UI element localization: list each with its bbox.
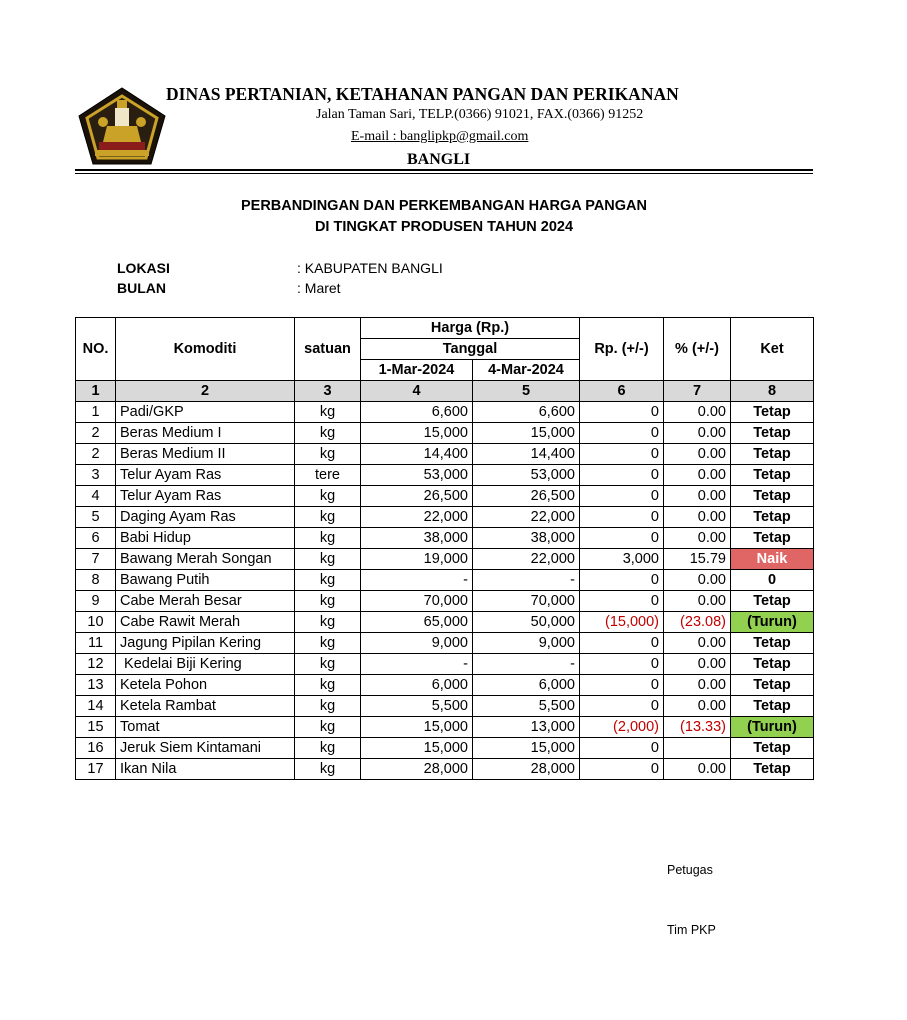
row-komoditi: Padi/GKP <box>116 402 295 423</box>
table-row <box>76 402 814 423</box>
bulan-label: BULAN <box>117 280 166 296</box>
row-ket: Tetap <box>731 465 814 486</box>
row-pct-change <box>664 738 731 759</box>
row-price-2: 9,000 <box>473 633 580 654</box>
row-satuan: kg <box>295 675 361 696</box>
row-no: 4 <box>76 486 116 507</box>
row-komoditi: Cabe Merah Besar <box>116 591 295 612</box>
row-price-1: 53,000 <box>361 465 473 486</box>
header-no: NO. <box>76 318 116 381</box>
row-pct-change: 0.00 <box>664 444 731 465</box>
organization-city: BANGLI <box>407 151 471 168</box>
col-number: 8 <box>731 381 814 402</box>
row-satuan: kg <box>295 486 361 507</box>
row-price-1: 38,000 <box>361 528 473 549</box>
row-komoditi: Telur Ayam Ras <box>116 486 295 507</box>
row-pct-change: (13.33) <box>664 717 731 738</box>
table-row <box>76 591 814 612</box>
row-price-2: - <box>473 570 580 591</box>
row-price-1: - <box>361 654 473 675</box>
col-number: 6 <box>580 381 664 402</box>
header-ket: Ket <box>731 318 814 381</box>
row-price-1: 6,600 <box>361 402 473 423</box>
row-no: 2 <box>76 423 116 444</box>
table-row <box>76 696 814 717</box>
report-title-line2: DI TINGKAT PRODUSEN TAHUN 2024 <box>314 219 574 235</box>
row-ket: 0 <box>731 570 814 591</box>
row-satuan: tere <box>295 465 361 486</box>
col-number: 3 <box>295 381 361 402</box>
row-no: 6 <box>76 528 116 549</box>
row-pct-change: 15.79 <box>664 549 731 570</box>
row-price-1: 15,000 <box>361 738 473 759</box>
row-komoditi: Jeruk Siem Kintamani <box>116 738 295 759</box>
row-no: 7 <box>76 549 116 570</box>
row-price-1: 70,000 <box>361 591 473 612</box>
row-no: 10 <box>76 612 116 633</box>
row-ket: (Turun) <box>731 612 814 633</box>
row-no: 13 <box>76 675 116 696</box>
letterhead-rule-thick <box>75 169 813 171</box>
row-ket: Tetap <box>731 675 814 696</box>
price-table <box>75 317 814 780</box>
row-pct-change: 0.00 <box>664 423 731 444</box>
row-price-1: - <box>361 570 473 591</box>
row-no: 2 <box>76 444 116 465</box>
row-price-2: 22,000 <box>473 507 580 528</box>
table-row <box>76 423 814 444</box>
row-ket: Tetap <box>731 591 814 612</box>
row-pct-change: 0.00 <box>664 402 731 423</box>
row-satuan: kg <box>295 507 361 528</box>
row-ket: Tetap <box>731 633 814 654</box>
bangli-regency-emblem-icon <box>77 86 167 166</box>
row-ket: Tetap <box>731 696 814 717</box>
row-no: 12 <box>76 654 116 675</box>
lokasi-label: LOKASI <box>117 260 170 276</box>
table-row <box>76 738 814 759</box>
row-rp-change: 3,000 <box>580 549 664 570</box>
row-ket: Tetap <box>731 528 814 549</box>
row-rp-change: 0 <box>580 402 664 423</box>
row-price-2: 15,000 <box>473 423 580 444</box>
row-price-1: 15,000 <box>361 423 473 444</box>
col-number: 2 <box>116 381 295 402</box>
row-no: 3 <box>76 465 116 486</box>
row-price-1: 65,000 <box>361 612 473 633</box>
table-row <box>76 444 814 465</box>
row-rp-change: (2,000) <box>580 717 664 738</box>
row-no: 1 <box>76 402 116 423</box>
row-rp-change: 0 <box>580 696 664 717</box>
table-row <box>76 465 814 486</box>
header-rp: Rp. (+/-) <box>580 318 664 381</box>
row-satuan: kg <box>295 528 361 549</box>
row-satuan: kg <box>295 423 361 444</box>
row-satuan: kg <box>295 696 361 717</box>
row-komoditi: Bawang Putih <box>116 570 295 591</box>
row-komoditi: Ketela Pohon <box>116 675 295 696</box>
row-ket: Naik <box>731 549 814 570</box>
header-date2: 4-Mar-2024 <box>473 360 580 381</box>
row-satuan: kg <box>295 717 361 738</box>
table-row <box>76 717 814 738</box>
row-ket: Tetap <box>731 402 814 423</box>
row-rp-change: 0 <box>580 570 664 591</box>
table-row <box>76 675 814 696</box>
row-rp-change: 0 <box>580 633 664 654</box>
row-no: 17 <box>76 759 116 780</box>
row-price-2: 6,000 <box>473 675 580 696</box>
row-pct-change: 0.00 <box>664 528 731 549</box>
row-rp-change: 0 <box>580 654 664 675</box>
row-rp-change: 0 <box>580 444 664 465</box>
organization-email: E-mail : banglipkp@gmail.com <box>351 129 529 144</box>
table-row <box>76 549 814 570</box>
row-pct-change: 0.00 <box>664 696 731 717</box>
row-ket: Tetap <box>731 507 814 528</box>
row-rp-change: 0 <box>580 465 664 486</box>
row-komoditi: Beras Medium II <box>116 444 295 465</box>
row-no: 11 <box>76 633 116 654</box>
signature-name: Tim PKP <box>667 923 716 937</box>
row-price-2: 50,000 <box>473 612 580 633</box>
row-price-2: 6,600 <box>473 402 580 423</box>
row-komoditi: Babi Hidup <box>116 528 295 549</box>
row-ket: Tetap <box>731 423 814 444</box>
row-pct-change: (23.08) <box>664 612 731 633</box>
row-satuan: kg <box>295 549 361 570</box>
table-row <box>76 570 814 591</box>
row-no: 16 <box>76 738 116 759</box>
row-ket: Tetap <box>731 759 814 780</box>
row-satuan: kg <box>295 654 361 675</box>
row-price-2: 38,000 <box>473 528 580 549</box>
row-komoditi: Kedelai Biji Kering <box>116 654 295 675</box>
row-no: 5 <box>76 507 116 528</box>
row-satuan: kg <box>295 402 361 423</box>
organization-address: Jalan Taman Sari, TELP.(0366) 91021, FAX.(0366) 91252 <box>316 107 644 122</box>
row-price-2: 26,500 <box>473 486 580 507</box>
row-rp-change: (15,000) <box>580 612 664 633</box>
bulan-value: : Maret <box>297 280 341 296</box>
letterhead <box>75 80 813 176</box>
row-satuan: kg <box>295 570 361 591</box>
header-komoditi: Komoditi <box>116 318 295 381</box>
row-komoditi: Beras Medium I <box>116 423 295 444</box>
column-number-row <box>76 381 814 402</box>
report-title-line1: PERBANDINGAN DAN PERKEMBANGAN HARGA PANGAN <box>240 198 647 214</box>
row-satuan: kg <box>295 759 361 780</box>
table-row <box>76 654 814 675</box>
row-price-1: 6,000 <box>361 675 473 696</box>
row-price-2: 53,000 <box>473 465 580 486</box>
row-price-2: 22,000 <box>473 549 580 570</box>
row-pct-change: 0.00 <box>664 486 731 507</box>
header-satuan: satuan <box>295 318 361 381</box>
row-rp-change: 0 <box>580 738 664 759</box>
row-no: 14 <box>76 696 116 717</box>
row-komoditi: Daging Ayam Ras <box>116 507 295 528</box>
row-rp-change: 0 <box>580 759 664 780</box>
row-no: 8 <box>76 570 116 591</box>
row-price-2: 28,000 <box>473 759 580 780</box>
row-komoditi: Tomat <box>116 717 295 738</box>
row-price-1: 5,500 <box>361 696 473 717</box>
table-row <box>76 507 814 528</box>
row-satuan: kg <box>295 444 361 465</box>
row-no: 9 <box>76 591 116 612</box>
row-price-2: 70,000 <box>473 591 580 612</box>
organization-name: DINAS PERTANIAN, KETAHANAN PANGAN DAN PERIKANAN <box>166 84 679 104</box>
table-row <box>76 612 814 633</box>
table-row <box>76 486 814 507</box>
row-pct-change: 0.00 <box>664 507 731 528</box>
row-ket: (Turun) <box>731 717 814 738</box>
row-komoditi: Bawang Merah Songan <box>116 549 295 570</box>
lokasi-value: : KABUPATEN BANGLI <box>297 260 443 276</box>
col-number: 7 <box>664 381 731 402</box>
row-pct-change: 0.00 <box>664 759 731 780</box>
row-ket: Tetap <box>731 444 814 465</box>
col-number: 4 <box>361 381 473 402</box>
row-price-1: 15,000 <box>361 717 473 738</box>
row-price-2: - <box>473 654 580 675</box>
row-pct-change: 0.00 <box>664 591 731 612</box>
row-no: 15 <box>76 717 116 738</box>
row-rp-change: 0 <box>580 591 664 612</box>
letterhead-rule-thin <box>75 173 813 174</box>
row-price-2: 15,000 <box>473 738 580 759</box>
row-satuan: kg <box>295 738 361 759</box>
row-komoditi: Cabe Rawit Merah <box>116 612 295 633</box>
row-komoditi: Ikan Nila <box>116 759 295 780</box>
row-price-1: 28,000 <box>361 759 473 780</box>
row-ket: Tetap <box>731 738 814 759</box>
header-harga: Harga (Rp.) <box>361 318 580 339</box>
row-satuan: kg <box>295 591 361 612</box>
row-pct-change: 0.00 <box>664 570 731 591</box>
row-price-1: 22,000 <box>361 507 473 528</box>
row-ket: Tetap <box>731 654 814 675</box>
row-komoditi: Jagung Pipilan Kering <box>116 633 295 654</box>
signature-role: Petugas <box>667 863 713 877</box>
col-number: 5 <box>473 381 580 402</box>
row-rp-change: 0 <box>580 507 664 528</box>
row-komoditi: Ketela Rambat <box>116 696 295 717</box>
row-price-2: 13,000 <box>473 717 580 738</box>
table-row <box>76 633 814 654</box>
row-pct-change: 0.00 <box>664 465 731 486</box>
header-date1: 1-Mar-2024 <box>361 360 473 381</box>
row-price-2: 14,400 <box>473 444 580 465</box>
row-price-1: 9,000 <box>361 633 473 654</box>
row-pct-change: 0.00 <box>664 654 731 675</box>
row-rp-change: 0 <box>580 528 664 549</box>
row-rp-change: 0 <box>580 423 664 444</box>
row-price-1: 19,000 <box>361 549 473 570</box>
row-price-1: 14,400 <box>361 444 473 465</box>
row-price-1: 26,500 <box>361 486 473 507</box>
row-satuan: kg <box>295 633 361 654</box>
row-pct-change: 0.00 <box>664 633 731 654</box>
header-pct: % (+/-) <box>664 318 731 381</box>
table-row <box>76 528 814 549</box>
row-rp-change: 0 <box>580 486 664 507</box>
row-komoditi: Telur Ayam Ras <box>116 465 295 486</box>
row-pct-change: 0.00 <box>664 675 731 696</box>
table-row <box>76 759 814 780</box>
row-rp-change: 0 <box>580 675 664 696</box>
row-price-2: 5,500 <box>473 696 580 717</box>
header-tanggal: Tanggal <box>361 339 580 360</box>
row-ket: Tetap <box>731 486 814 507</box>
row-satuan: kg <box>295 612 361 633</box>
col-number: 1 <box>76 381 116 402</box>
